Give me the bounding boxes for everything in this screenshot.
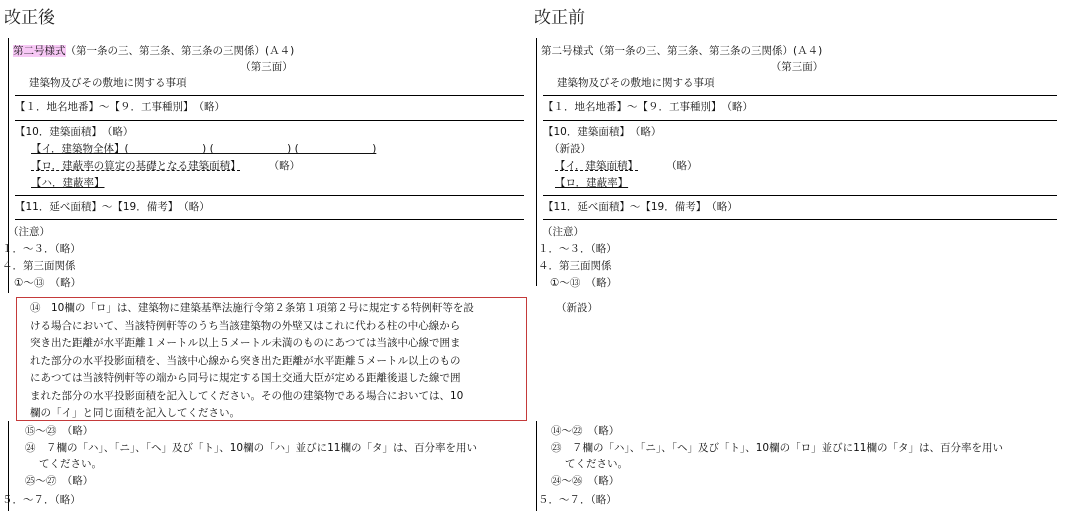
after-note-4-1: ①～⑬ （略） — [14, 277, 82, 289]
after-item10-ro-label: 【ロ．建蔽率の算定の基礎となる建築面積】 — [31, 160, 241, 172]
after-column — [0, 0, 528, 524]
after-para14-line: にあつては当該特例軒等の端から同号に規定する国土交通大臣が定める距離後退した線で囲 — [30, 372, 461, 384]
after-item10-ro — [31, 158, 300, 174]
before-item24-26: ㉔～㉖ （略） — [551, 475, 620, 487]
before-note-4-1: ①～⑬ （略） — [550, 277, 618, 289]
after-note-4: ４．第三面関係 — [2, 260, 76, 272]
after-para14-line: 欄の「イ」と同じ面積を記入してください。 — [30, 407, 240, 419]
before-column — [530, 0, 1066, 524]
after-header: 改正後 — [4, 8, 55, 28]
before-note-1: １．～３．（略） — [538, 243, 617, 255]
after-line-1-9: 【１．地名地番】～【９．工事種別】 （略） — [15, 101, 225, 113]
before-item23-a: ㉓ ７欄の「ハ」、「ニ」、「ヘ」及び「ト」、10欄の「ロ」並びに11欄の「タ」は、百分率を用い — [551, 442, 1003, 454]
before-item10-i-label: 【イ．建築面積】 — [555, 160, 639, 172]
after-form-panel — [8, 38, 524, 293]
after-para14-line: れた部分の水平投影面積を、当該中心線から突き出た距離が水平距離５メートル以上のもの — [30, 354, 461, 367]
after-item10: 【10．建築面積】 （略） — [15, 126, 134, 138]
after-item10-i: 【イ．建築物全体】( ) ( ) ( ) — [31, 143, 377, 155]
after-note-1: １．～３．（略） — [2, 243, 81, 255]
after-tail — [8, 421, 524, 511]
after-subject: 建築物及びその敷地に関する事項 — [29, 77, 187, 89]
after-page-label: （第三面） — [240, 61, 293, 73]
after-item10-ha: 【ハ．建蔽率】 — [31, 177, 105, 189]
before-item23-b: てください。 — [565, 458, 628, 470]
after-note-5-7: ５．～７．（略） — [2, 494, 81, 506]
before-header: 改正前 — [534, 8, 585, 28]
before-note-head: （注意） — [542, 226, 584, 238]
before-item10-i — [555, 158, 698, 174]
after-para14-line: 突き出た距離が水平距離１メートル以上５メートル未満のものにあつては当該中心線で囲ま — [30, 337, 461, 349]
after-note-head: （注意） — [8, 226, 50, 238]
before-item10: 【10．建築面積】 （略） — [543, 126, 662, 138]
before-rule-2 — [543, 120, 1057, 121]
before-note-4: ４．第三面関係 — [538, 260, 612, 272]
after-form-title-rest: （第一条の三、第三条、第三条の三関係）(Ａ４) — [65, 45, 295, 57]
after-rule-4 — [15, 219, 524, 220]
before-form-title: 第二号様式（第一条の三、第三条、第三条の三関係）(Ａ４) — [541, 45, 823, 57]
before-line-1-9: 【１．地名地番】～【９．工事種別】 （略） — [543, 101, 753, 113]
after-form-title: 第二号様式 — [13, 45, 66, 57]
after-form-title-line — [13, 43, 294, 59]
after-para14-line: ⑭ 10欄の「ロ」は、建築物に建築基準法施行令第２条第１項第２号に規定する特例軒等を設 — [30, 302, 474, 314]
after-rule-1 — [15, 95, 524, 96]
before-item10-new: （新設） — [549, 143, 591, 155]
after-para14 — [30, 300, 522, 423]
after-item10-ro-value: （略） — [268, 160, 301, 172]
after-para14-line: ける場合において、当該特例軒等のうち当該建築物の外壁又はこれに代わる柱の中心線から — [30, 319, 461, 332]
before-line-11-19: 【11．延べ面積】～【19．備考】 （略） — [543, 201, 738, 213]
before-item10-ro: 【ロ．建蔽率】 — [555, 177, 629, 189]
after-para14-line: まれた部分の水平投影面積を記入してください。その他の建築物である場合においては、10 — [30, 389, 464, 402]
after-item24-a: ㉔ ７欄の「ハ」、「ニ」、「ヘ」及び「ト」、10欄の「ハ」並びに11欄の「タ」は、百分率を用い — [25, 442, 477, 454]
before-page-label: （第三面） — [770, 61, 824, 73]
before-rule-3 — [543, 195, 1057, 196]
before-rule-4 — [543, 219, 1057, 220]
after-line-11-19: 【11．延べ面積】～【19．備考】 （略） — [15, 201, 210, 213]
before-rule-1 — [543, 95, 1057, 96]
before-subject: 建築物及びその敷地に関する事項 — [557, 77, 715, 89]
before-note-5-7: ５．～７．（略） — [538, 494, 617, 506]
after-rule-3 — [15, 195, 524, 196]
after-item25-27: ㉕～㉗ （略） — [25, 475, 94, 487]
after-item15-23: ⑮～㉓ （略） — [25, 425, 94, 437]
before-new-section: （新設） — [556, 302, 598, 314]
after-item24-b: てください。 — [39, 458, 102, 470]
after-rule-2 — [15, 120, 524, 121]
before-item10-i-value: （略） — [666, 160, 698, 172]
before-item14-22: ⑭～㉒ （略） — [551, 425, 620, 437]
